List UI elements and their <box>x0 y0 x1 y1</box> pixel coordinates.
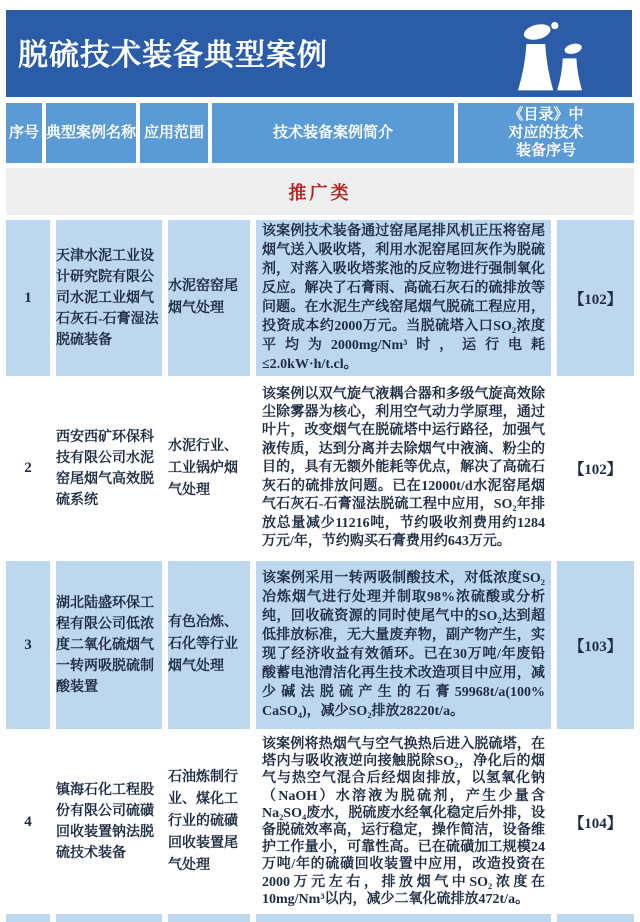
table-row <box>6 561 634 729</box>
header-catalog-number-text: 《目录》中对应的技术装备序号 <box>508 106 584 159</box>
title-banner <box>6 10 632 97</box>
header-catalog-number <box>458 103 634 163</box>
row-serial-number: 2 <box>6 381 50 556</box>
row-serial-number: 1 <box>6 220 50 376</box>
row-application-scope: 有色冶炼、石化等行业烟气处理 <box>168 561 250 729</box>
next-row-cell <box>557 914 634 922</box>
next-row-cell <box>256 914 551 922</box>
table-row <box>6 735 634 909</box>
header-application-scope: 应用范围 <box>140 103 208 163</box>
row-serial-number: 4 <box>6 735 50 909</box>
table-row <box>6 220 634 376</box>
next-row-peek <box>6 914 634 922</box>
category-band <box>6 168 634 215</box>
table-header-row <box>6 103 634 163</box>
factory-chimneys-icon <box>502 20 598 92</box>
row-application-scope: 石油炼制行业、煤化工行业的硫磺回收装置尾气处理 <box>168 735 250 909</box>
row-application-scope: 水泥行业、工业锅炉烟气处理 <box>168 381 250 556</box>
category-label: 推广类 <box>288 182 352 203</box>
row-serial-number: 3 <box>6 561 50 729</box>
row-catalog-number: 【102】 <box>557 220 634 376</box>
row-case-name: 西安西矿环保科技有限公司水泥窑尾烟气高效脱硫系统 <box>56 381 162 556</box>
row-case-intro: 该案例技术装备通过窑尾尾排风机正压将窑尾烟气送入吸收塔，利用水泥窑尾回灰作为脱硫剂，对落入吸收塔浆池的反应物进行强制氧化反应。解决了石膏雨、高硫石灰石的硫排放等问题。在水泥生产线窑尾烟气脱硫工程应用，投资成本约2000万元。当脱硫塔入口SO₂浓度平均为2000mg/Nm³时，运行电耗≤2.0kW·h/t.cl。 <box>256 220 551 376</box>
row-catalog-number: 【104】 <box>557 735 634 909</box>
next-row-cell <box>56 914 162 922</box>
header-case-intro: 技术装备案例简介 <box>212 103 454 163</box>
row-case-intro: 该案例以双气旋气液耦合器和多级气旋高效除尘除雾器为核心，利用空气动力学原理，通过叶片，改变烟气在脱硫塔中运行路径，加强气液传质，达到分离并去除烟气中液滴、粉尘的目的，具有无额外能耗等优点，解决了高硫石灰石的硫排放问题。已在12000t/d水泥窑尾烟气石灰石-石膏湿法脱硫工程中应用，SO₂年排放总量减少11216吨，节约吸收剂费用约1284万元/年，节约购买石膏费用约643万元。 <box>256 381 551 556</box>
row-catalog-number: 【103】 <box>557 561 634 729</box>
row-case-name: 镇海石化工程股份有限公司硫磺回收装置钠法脱硫技术装备 <box>56 735 162 909</box>
page-title: 脱硫技术装备典型案例 <box>18 39 328 72</box>
row-case-intro: 该案例将热烟气与空气换热后进入脱硫塔，在塔内与吸收液逆向接触脱除SO₂，净化后的烟气与热空气混合后经烟囱排放，以氢氧化钠（NaOH）水溶液为脱硫剂，产生少量含Na₂SO₄废水，脱硫废水经氧化稳定后外排，设备脱硫效率高，运行稳定，操作简洁，设备维护工作量小，可靠性高。已在硫磺加工规模24万吨/年的硫磺回收装置中应用，改造投资在2000万元左右，排放烟气中SO₂浓度在10mg/Nm³以内，减少二氧化硫排放472t/a。 <box>256 735 551 909</box>
row-case-name: 湖北陆盛环保工程有限公司低浓度二氧化硫烟气一转两吸脱硫制酸装置 <box>56 561 162 729</box>
next-row-cell <box>168 914 250 922</box>
header-case-name: 典型案例名称 <box>46 103 136 163</box>
row-case-intro: 该案例采用一转两吸制酸技术，对低浓度SO₂冶炼烟气进行处理并制取98%浓硫酸或分析纯，回收硫资源的同时使尾气中的SO₂达到超低排放标准，无大量废弃物，副产物产生，实现了经济收益有效循环。已在30万吨/年废铅酸蓄电池清洁化再生技术改造项目中应用，减少碱法脱硫产生的石膏59968t/a(100% CaSO₄)，减少SO₂排放28220t/a。 <box>256 561 551 729</box>
row-application-scope: 水泥窑窑尾烟气处理 <box>168 220 250 376</box>
row-case-name: 天津水泥工业设计研究院有限公司水泥工业烟气石灰石-石膏湿法脱硫装备 <box>56 220 162 376</box>
header-serial-number: 序号 <box>6 103 42 163</box>
table-row <box>6 381 634 556</box>
next-row-cell <box>6 914 50 922</box>
row-catalog-number: 【102】 <box>557 381 634 556</box>
